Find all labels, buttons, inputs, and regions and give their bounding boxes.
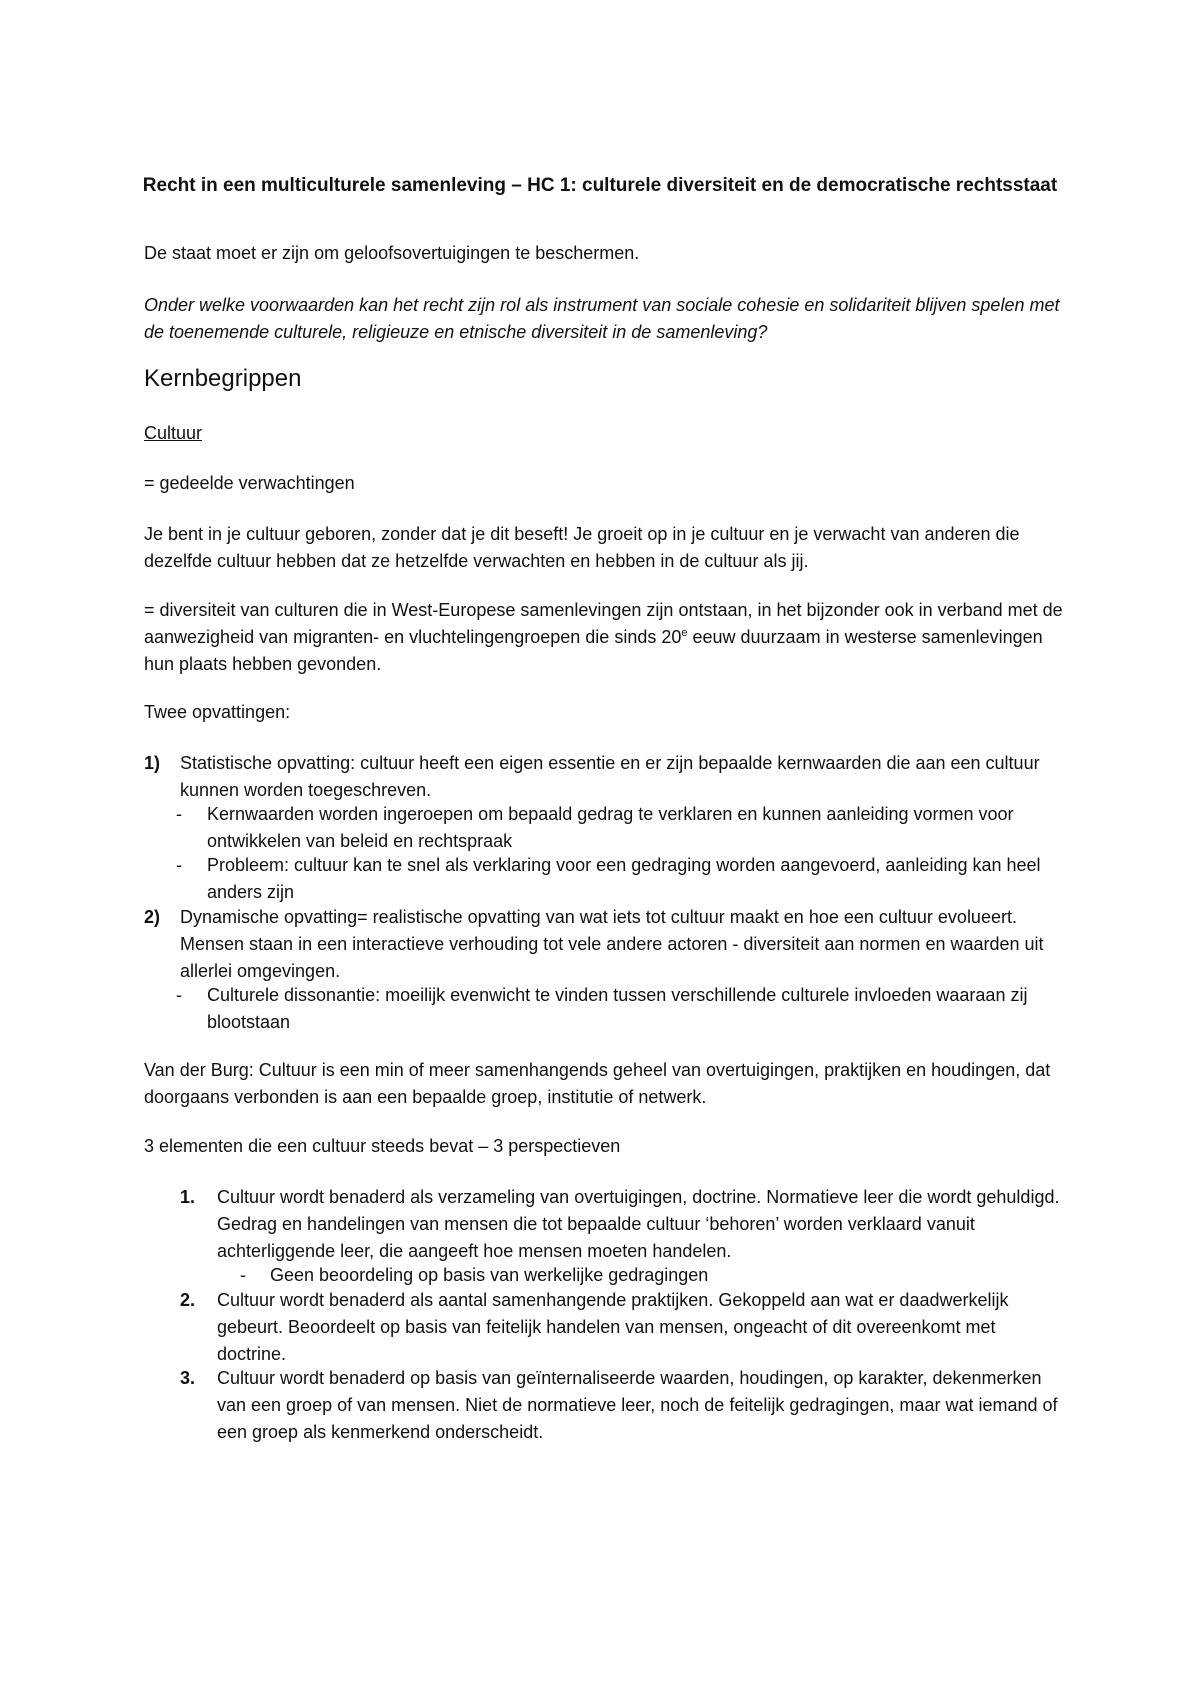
research-question: Onder welke voorwaarden kan het recht zijn rol als instrument van sociale cohesie en solidariteit blijven spelen met de toenemende culturele, religieuze en etnische diversiteit in de samenleving?: [144, 295, 1060, 342]
element-text: Cultuur wordt benaderd als verzameling van overtuigingen, doctrine. Normatieve leer die wordt gehuldigd. Gedrag en handelingen van mensen die tot bepaalde cultuur ‘behoren’ worden verklaard vanuit achterliggende leer, die aangeeft hoe mensen moeten handelen.: [217, 1187, 1060, 1261]
bullet-marker: -: [176, 804, 182, 824]
subheading-cultuur-text: Cultuur: [144, 423, 203, 443]
opvatting-text: Dynamische opvatting= realistische opvatting van wat iets tot cultuur maakt en hoe een cultuur evolueert. Mensen staan in een interactieve verhouding tot vele andere actoren - diversiteit aan normen en waarden uit allerlei omgevingen.: [180, 907, 1044, 981]
opvatting-marker: 1): [144, 753, 161, 773]
opvatting-text: Statistische opvatting: cultuur heeft een eigen essentie en er zijn bepaalde kernwaarden die aan een cultuur kunnen worden toegeschreven.: [180, 753, 1040, 800]
definition-diversiteit: [144, 597, 1064, 678]
bullet-marker: -: [176, 985, 182, 1005]
opvatting-marker: 2): [144, 907, 161, 927]
paragraph-geboren: Je bent in je cultuur geboren, zonder dat je dit beseft! Je groeit op in je cultuur en je verwacht van anderen die dezelfde cultuur hebben dat ze hetzelfde verwachten en hebben in de cultuur als jij.: [144, 524, 1020, 571]
bullet-marker: -: [240, 1265, 246, 1285]
opvatting-bullet: Culturele dissonantie: moeilijk evenwicht te vinden tussen verschillende culturele invloeden waaraan zij blootstaan: [207, 985, 1028, 1032]
opvatting-bullet: Kernwaarden worden ingeroepen om bepaald gedrag te verklaren en kunnen aanleiding vormen voor ontwikkelen van beleid en rechtspraak: [207, 804, 1014, 851]
definition-gedeelde-verwachtingen: = gedeelde verwachtingen: [144, 473, 355, 493]
element-bullet: Geen beoordeling op basis van werkelijke gedragingen: [270, 1265, 709, 1285]
drie-elementen-label: 3 elementen die een cultuur steeds bevat – 3 perspectieven: [144, 1136, 621, 1156]
bullet-marker: -: [176, 855, 182, 875]
opvatting-bullet: Probleem: cultuur kan te snel als verklaring voor een gedraging worden aangevoerd, aanleiding kan heel anders zijn: [207, 855, 1041, 902]
definition-diversiteit-superscript: e: [681, 627, 688, 639]
element-marker: 3.: [180, 1368, 196, 1388]
definition-diversiteit-text: = diversiteit van culturen die in West-Europese samenlevingen zijn ontstaan, in het bijzonder ook in verband met de aanwezigheid van migranten- en vluchtelingengroepen die sinds 20: [144, 600, 1063, 647]
van-der-burg-definition: Van der Burg: Cultuur is een min of meer samenhangends geheel van overtuigingen, praktijken en houdingen, dat doorgaans verbonden is aan een bepaalde groep, institutie of netwerk.: [144, 1060, 1051, 1107]
twee-opvattingen-label: Twee opvattingen:: [144, 702, 291, 722]
subheading-cultuur: [144, 420, 1064, 447]
element-text: Cultuur wordt benaderd als aantal samenhangende praktijken. Gekoppeld aan wat er daadwerkelijk gebeurt. Beoordeelt op basis van feitelijk handelen van mensen, ongeacht of dit overeenkomt met doctrine.: [217, 1290, 1009, 1364]
element-text: Cultuur wordt benaderd op basis van geïnternaliseerde waarden, houdingen, op karakter, dekenmerken van een groep of van mensen. Niet de normatieve leer, noch de feitelijk gedragingen, maar wat iemand of een groep als kenmerkend onderscheidt.: [217, 1368, 1058, 1442]
definition-diversiteit-text-end: eeuw duurzaam in westerse samenlevingen hun plaats hebben gevonden.: [144, 627, 1043, 674]
element-marker: 2.: [180, 1290, 196, 1310]
section-heading-kernbegrippen: Kernbegrippen: [144, 365, 302, 392]
intro-paragraph: De staat moet er zijn om geloofsovertuigingen te beschermen.: [144, 243, 640, 263]
document-title: Recht in een multiculturele samenleving – HC 1: culturele diversiteit en de democratische rechtsstaat: [142, 175, 1058, 196]
element-marker: 1.: [180, 1187, 196, 1207]
